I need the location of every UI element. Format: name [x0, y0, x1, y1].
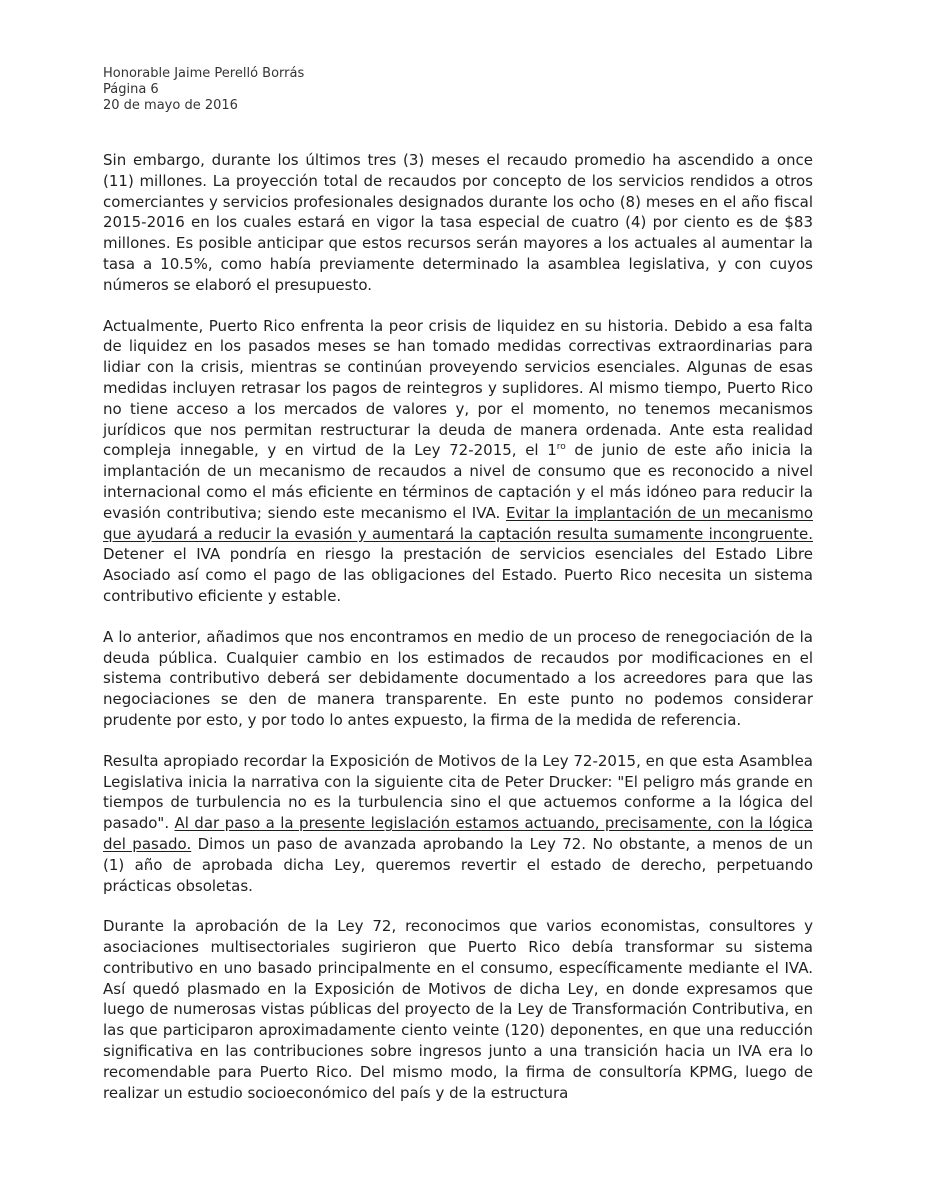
paragraph-1 — [103, 150, 813, 296]
paragraph-5-text: Durante la aprobación de la Ley 72, reconocimos que varios economistas, consultores y asociaciones multisectoriales sugirieron que Puerto Rico debía transformar su sistema contributivo en uno basado principalmente en el consumo, específicamente mediante el IVA. Así quedó plasmado en la Exposición de Motivos de dicha Ley, en donde expresamos que luego de numerosas vistas públicas del proyecto de la Ley de Transformación Contributiva, en las que participaron aproximadamente ciento veinte (120) deponentes, en que una reducción significativa en las contribuciones sobre ingresos junto a una transición hacia un IVA era lo recomendable para Puerto Rico. Del mismo modo, la firma de consultoría KPMG, luego de realizar un estudio socioeconómico del país y de la estructura — [103, 917, 813, 1102]
letter-date: 20 de mayo de 2016 — [103, 98, 238, 113]
letter-header — [103, 66, 304, 114]
paragraph-2-text-b: de junio de este año inicia la implantación de un mecanismo de recaudos a nivel de consumo que es reconocido a nivel internacional como el más eficiente en términos de captación y el más idóneo para reducir la evasión contributiva; siendo este mecanismo el IVA. — [103, 441, 813, 522]
paragraph-1-text: Sin embargo, durante los últimos tres (3) meses el recaudo promedio ha ascendido a once (11) millones. La proyección total de recaudos por concepto de los servicios rendidos a otros comerciantes y servicios profesionales designados durante los ocho (8) meses en el año fiscal 2015-2016 en los cuales estará en vigor la tasa especial de cuatro (4) por ciento es de $83 millones. Es posible anticipar que estos recursos serán mayores a los actuales al aumentar la tasa a 10.5%, como había previamente determinado la asamblea legislativa, y con cuyos números se elaboró el presupuesto. — [103, 151, 813, 294]
paragraph-3-text: A lo anterior, añadimos que nos encontramos en medio de un proceso de renegociación de la deuda pública. Cualquier cambio en los estimados de recaudos por modificaciones en el sistema contributivo deberá ser debidamente documentado a los acreedores para que las negociaciones se den de manera transparente. En este punto no podemos considerar prudente por esto, y por todo lo antes expuesto, la firma de la medida de referencia. — [103, 627, 813, 729]
recipient-name: Honorable Jaime Perelló Borrás — [103, 66, 305, 81]
paragraph-5 — [103, 916, 813, 1103]
letter-body — [103, 150, 813, 1103]
page-number: Página 6 — [103, 82, 159, 97]
ordinal-superscript: ro — [556, 442, 566, 453]
paragraph-4-text-a: Resulta apropiado recordar la Exposición de Motivos de la Ley 72-2015, en que esta Asamblea Legislativa inicia la narrativa con la siguiente cita de Peter Drucker: "El peligro más grande en tiempos de turbulencia no es la turbulencia sino el que actuemos conforme a la lógica del pasado". — [103, 751, 814, 833]
paragraph-3 — [103, 627, 813, 731]
paragraph-2-text-c: Detener el IVA pondría en riesgo la prestación de servicios esenciales del Estado Libre Asociado así como el pago de las obligaciones del Estado. Puerto Rico necesita un sistema contributivo eficiente y estable. — [103, 545, 813, 605]
paragraph-2-text-a: Actualmente, Puerto Rico enfrenta la peor crisis de liquidez en su historia. Debido a esa falta de liquidez en los pasados meses se han tomado medidas correctivas extraordinarias para lidiar con la crisis, mientras se continúan proveyendo servicios esenciales. Algunas de esas medidas incluyen retrasar los pagos de reintegros y suplidores. Al mismo tiempo, Puerto Rico no tiene acceso a los mercados de valores y, por el momento, no tenemos mecanismos jurídicos que nos permitan restructurar la deuda de manera ordenada. Ante esta realidad compleja innegable, y en virtud de la Ley 72-2015, el 1 — [103, 316, 813, 460]
paragraph-4 — [103, 751, 813, 897]
paragraph-4-text-b: Dimos un paso de avanzada aprobando la Ley 72. No obstante, a menos de un (1) año de aprobada dicha Ley, queremos revertir el estado de derecho, perpetuando prácticas obsoletas. — [103, 834, 814, 895]
paragraph-2 — [103, 316, 813, 607]
paragraph-2-underlined: Evitar la implantación de un mecanismo que ayudará a reducir la evasión y aumentará la captación resulta sumamente incongruente. — [103, 503, 814, 543]
paragraph-4-underlined: Al dar paso a la presente legislación estamos actuando, precisamente, con la lógica del pasado. — [103, 814, 813, 853]
